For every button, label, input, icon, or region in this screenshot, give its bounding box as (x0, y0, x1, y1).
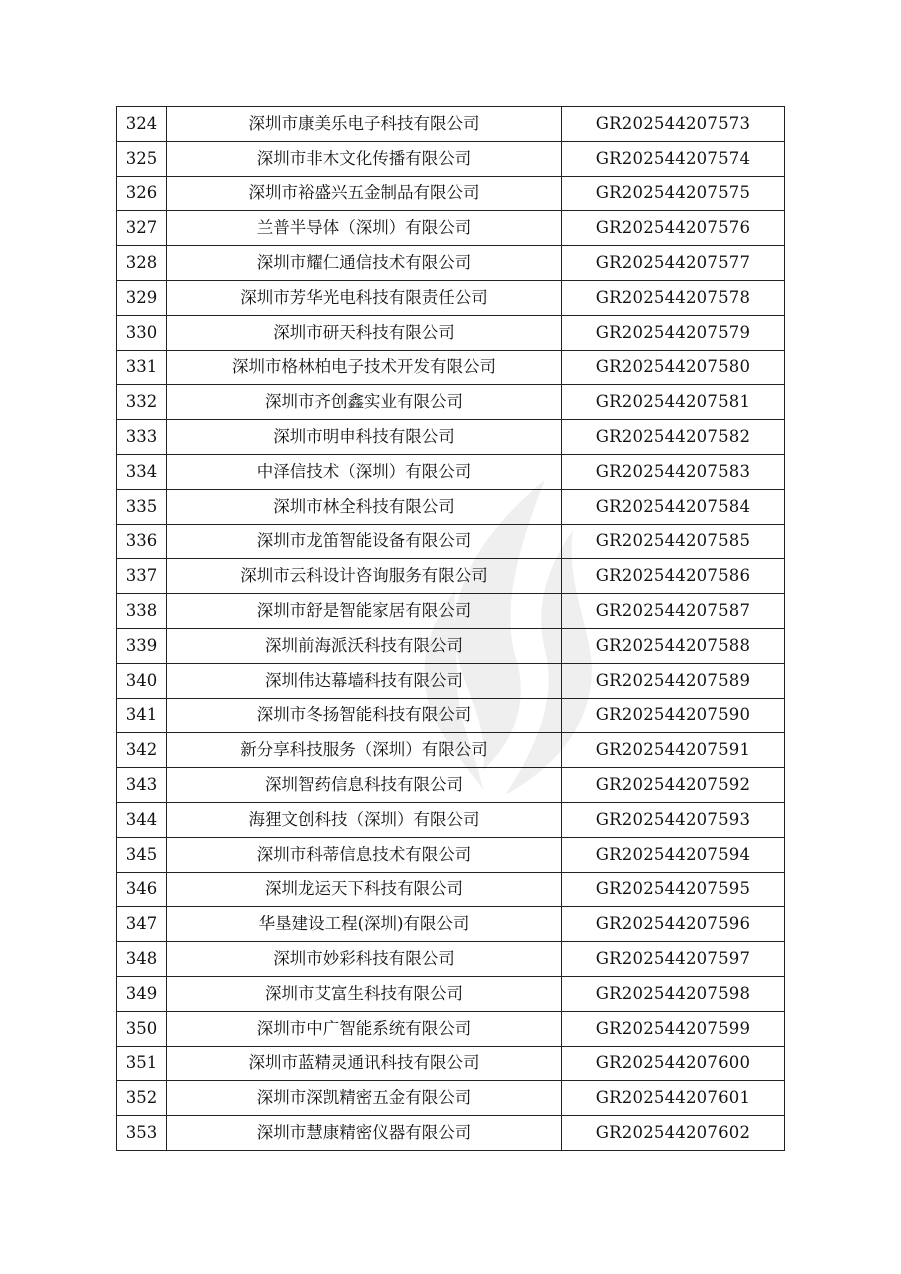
certificate-number: GR202544207575 (562, 176, 785, 211)
row-number: 330 (117, 315, 167, 350)
company-name: 华垦建设工程(深圳)有限公司 (167, 907, 562, 942)
certificate-number: GR202544207600 (562, 1046, 785, 1081)
row-number: 332 (117, 385, 167, 420)
certificate-number: GR202544207589 (562, 663, 785, 698)
table-row (117, 907, 785, 942)
table-row (117, 802, 785, 837)
company-name: 深圳市云科设计咨询服务有限公司 (167, 559, 562, 594)
certificate-number: GR202544207592 (562, 768, 785, 803)
certificate-number: GR202544207596 (562, 907, 785, 942)
row-number: 344 (117, 802, 167, 837)
table-body (117, 107, 785, 1151)
row-number: 347 (117, 907, 167, 942)
company-name: 中泽信技术（深圳）有限公司 (167, 454, 562, 489)
table-row (117, 1081, 785, 1116)
row-number: 324 (117, 107, 167, 142)
certificate-number: GR202544207591 (562, 733, 785, 768)
table-row (117, 489, 785, 524)
company-name: 深圳市芳华光电科技有限责任公司 (167, 280, 562, 315)
certificate-number: GR202544207573 (562, 107, 785, 142)
company-name: 海狸文创科技（深圳）有限公司 (167, 802, 562, 837)
certificate-number: GR202544207601 (562, 1081, 785, 1116)
company-name: 深圳市明申科技有限公司 (167, 420, 562, 455)
company-name: 深圳市蓝精灵通讯科技有限公司 (167, 1046, 562, 1081)
company-name: 深圳市齐创鑫实业有限公司 (167, 385, 562, 420)
table-row (117, 942, 785, 977)
row-number: 349 (117, 976, 167, 1011)
table-row (117, 837, 785, 872)
row-number: 352 (117, 1081, 167, 1116)
certificate-number: GR202544207584 (562, 489, 785, 524)
table-row (117, 176, 785, 211)
company-name: 深圳市林全科技有限公司 (167, 489, 562, 524)
row-number: 338 (117, 594, 167, 629)
company-name: 深圳市研天科技有限公司 (167, 315, 562, 350)
row-number: 337 (117, 559, 167, 594)
certificate-number: GR202544207593 (562, 802, 785, 837)
table-row (117, 698, 785, 733)
company-name: 深圳市龙笛智能设备有限公司 (167, 524, 562, 559)
row-number: 328 (117, 246, 167, 281)
certificate-number: GR202544207598 (562, 976, 785, 1011)
company-name: 兰普半导体（深圳）有限公司 (167, 211, 562, 246)
table-row (117, 315, 785, 350)
row-number: 345 (117, 837, 167, 872)
certificate-number: GR202544207581 (562, 385, 785, 420)
table-row (117, 280, 785, 315)
row-number: 335 (117, 489, 167, 524)
certificate-number: GR202544207583 (562, 454, 785, 489)
company-name: 深圳市冬扬智能科技有限公司 (167, 698, 562, 733)
table-row (117, 733, 785, 768)
row-number: 340 (117, 663, 167, 698)
table-row (117, 594, 785, 629)
row-number: 334 (117, 454, 167, 489)
table-row (117, 872, 785, 907)
table-row (117, 524, 785, 559)
company-name: 深圳市妙彩科技有限公司 (167, 942, 562, 977)
company-name: 深圳市慧康精密仪器有限公司 (167, 1116, 562, 1151)
row-number: 327 (117, 211, 167, 246)
row-number: 346 (117, 872, 167, 907)
table-row (117, 768, 785, 803)
certificate-number: GR202544207576 (562, 211, 785, 246)
table-row (117, 1116, 785, 1151)
table-row (117, 663, 785, 698)
table-row (117, 559, 785, 594)
table-row (117, 385, 785, 420)
company-list-table (116, 106, 785, 1151)
company-name: 深圳龙运天下科技有限公司 (167, 872, 562, 907)
certificate-number: GR202544207590 (562, 698, 785, 733)
row-number: 333 (117, 420, 167, 455)
row-number: 353 (117, 1116, 167, 1151)
certificate-number: GR202544207580 (562, 350, 785, 385)
row-number: 343 (117, 768, 167, 803)
table-row (117, 420, 785, 455)
company-name: 深圳市中广智能系统有限公司 (167, 1011, 562, 1046)
company-name: 深圳伟达幕墙科技有限公司 (167, 663, 562, 698)
company-name: 深圳市康美乐电子科技有限公司 (167, 107, 562, 142)
company-name: 深圳市深凯精密五金有限公司 (167, 1081, 562, 1116)
company-name: 深圳市裕盛兴五金制品有限公司 (167, 176, 562, 211)
certificate-number: GR202544207579 (562, 315, 785, 350)
table-row (117, 976, 785, 1011)
table-row (117, 1011, 785, 1046)
certificate-number: GR202544207578 (562, 280, 785, 315)
row-number: 329 (117, 280, 167, 315)
certificate-number: GR202544207586 (562, 559, 785, 594)
company-name: 深圳前海派沃科技有限公司 (167, 628, 562, 663)
company-name: 新分享科技服务（深圳）有限公司 (167, 733, 562, 768)
table-row (117, 350, 785, 385)
certificate-number: GR202544207577 (562, 246, 785, 281)
certificate-number: GR202544207594 (562, 837, 785, 872)
certificate-number: GR202544207595 (562, 872, 785, 907)
certificate-number: GR202544207587 (562, 594, 785, 629)
table-row (117, 454, 785, 489)
company-name: 深圳智药信息科技有限公司 (167, 768, 562, 803)
certificate-number: GR202544207602 (562, 1116, 785, 1151)
table-row (117, 246, 785, 281)
company-name: 深圳市格林柏电子技术开发有限公司 (167, 350, 562, 385)
row-number: 336 (117, 524, 167, 559)
row-number: 351 (117, 1046, 167, 1081)
company-name: 深圳市艾富生科技有限公司 (167, 976, 562, 1011)
table-row (117, 1046, 785, 1081)
table-row (117, 141, 785, 176)
certificate-number: GR202544207597 (562, 942, 785, 977)
row-number: 331 (117, 350, 167, 385)
row-number: 339 (117, 628, 167, 663)
certificate-number: GR202544207582 (562, 420, 785, 455)
certificate-number: GR202544207588 (562, 628, 785, 663)
certificate-number: GR202544207585 (562, 524, 785, 559)
certificate-number: GR202544207599 (562, 1011, 785, 1046)
row-number: 341 (117, 698, 167, 733)
table-row (117, 107, 785, 142)
company-name: 深圳市舒是智能家居有限公司 (167, 594, 562, 629)
row-number: 348 (117, 942, 167, 977)
table-row (117, 211, 785, 246)
company-name: 深圳市耀仁通信技术有限公司 (167, 246, 562, 281)
company-name: 深圳市科蒂信息技术有限公司 (167, 837, 562, 872)
row-number: 326 (117, 176, 167, 211)
company-name: 深圳市非木文化传播有限公司 (167, 141, 562, 176)
certificate-number: GR202544207574 (562, 141, 785, 176)
row-number: 350 (117, 1011, 167, 1046)
table-row (117, 628, 785, 663)
row-number: 325 (117, 141, 167, 176)
row-number: 342 (117, 733, 167, 768)
